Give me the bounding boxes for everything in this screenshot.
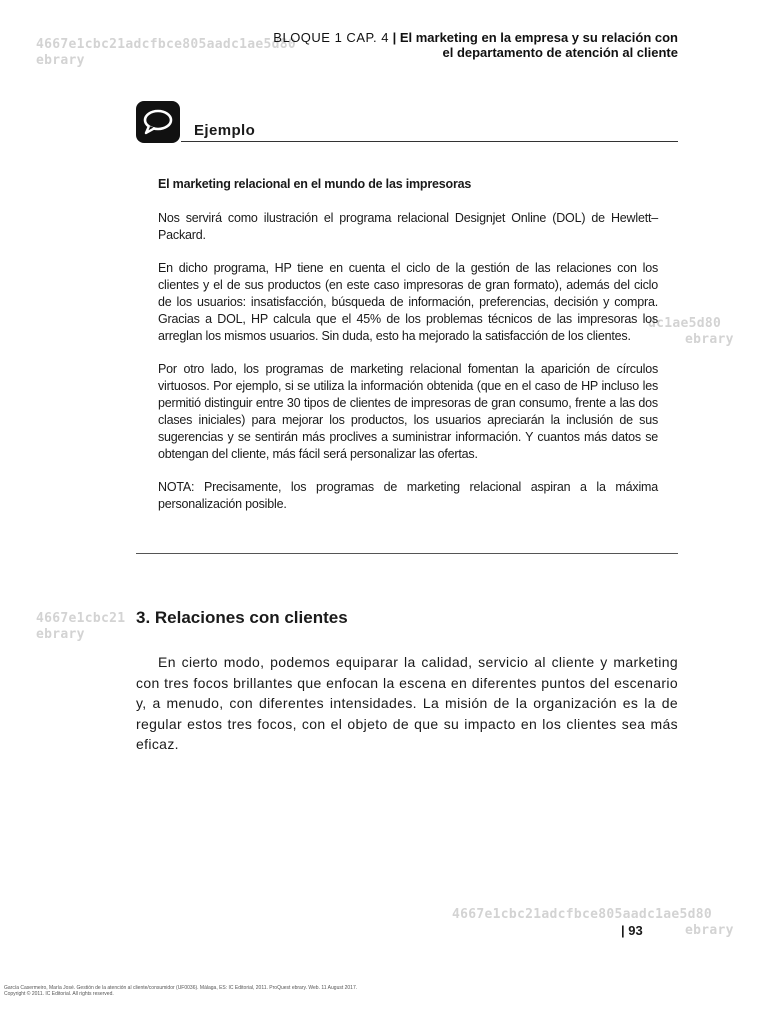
section-body-text: En cierto modo, podemos equiparar la calidad, servicio al cliente y marketing con tres focos brillantes que enfocan la escena en diferentes puntos del escenario y, a menudo, con diferentes intensidades. La misión de la organización es la de regular estos tres focos, con el objeto de que su impacto en los clientes sea más eficaz. [136, 654, 678, 752]
example-box-title: El marketing relacional en el mundo de las impresoras [158, 177, 472, 191]
footer-line-1: García Casermeiro, María José. Gestión de la atención al cliente/consumidor (UF0036). Málaga, ES: IC Editorial, 2011. ProQuest ebrary. Web. 11 August 2017. [4, 985, 358, 991]
page-number: | 93 [621, 923, 643, 938]
watermark-code-partial: 4667e1cbc21 [36, 611, 126, 626]
header-separator: | [388, 30, 400, 45]
section-body [136, 652, 678, 755]
watermark-code: 4667e1cbc21adcfbce805aadc1ae5d80 [452, 907, 713, 922]
example-paragraph: En dicho programa, HP tiene en cuenta el ciclo de la gestión de las relaciones con los clientes y el de sus productos (en este caso impresoras de gran formato), además del ciclo de los usuarios: insatisfacción, búsqueda de información, preferencias, decisión y compra. Gracias a DOL, HP calcula que el 45% de los problemas técnicos de las impresoras los arreglan los mismos usuarios. Sin duda, esto ha mejorado la satisfacción de los clientes. [158, 261, 658, 343]
header-line-1 [118, 30, 678, 45]
watermark-bottom-right [452, 907, 734, 939]
example-paragraph: Por otro lado, los programas de marketing relacional fomentan la aparición de círculos virtuosos. Por ejemplo, si se utiliza la información obtenida (que en el caso de HP incluso les permitió distinguir entre 30 tipos de clientes de impresoras de gran consumo, frente a las dos clases iniciales) para mejorar los productos, los usuarios apreciarán la inclusión de sus sugerencias y se sentirán más proclives a suministrar información. Y cuantos más datos se obtengan del cliente, más fácil será personalizar las ofertas. [158, 362, 658, 461]
example-label: Ejemplo [194, 122, 256, 139]
section-heading: 3. Relaciones con clientes [136, 608, 348, 627]
example-note: NOTA: Precisamente, los programas de marketing relacional aspiran a la máxima personalización posible. [158, 480, 658, 511]
watermark-word: ebrary [685, 923, 734, 938]
footer-citation [4, 985, 357, 997]
running-header [118, 30, 678, 60]
speech-bubble-icon [136, 101, 180, 143]
header-title-line-1: El marketing en la empresa y su relación con [399, 30, 678, 45]
watermark-word: ebrary [36, 627, 85, 642]
watermark-word: ebrary [36, 53, 85, 68]
watermark-word: ebrary [685, 332, 734, 347]
chapter-label: BLOQUE 1 CAP. 4 [273, 30, 389, 45]
example-box-bottom-divider [136, 553, 678, 554]
watermark-mid-left [36, 611, 125, 643]
example-box [158, 176, 658, 529]
header-title-line-2: el departamento de atención al cliente [442, 45, 678, 60]
footer-line-2: Copyright © 2011. IC Editorial. All rights reserved. [4, 991, 114, 997]
example-divider [181, 141, 678, 142]
watermark-code-partial: dc1ae5d80 [648, 316, 722, 331]
watermark-code: 4667e1cbc21adcfbce805aadc1ae5d80 [36, 37, 297, 52]
watermark-mid-right [648, 316, 734, 348]
example-paragraph: Nos servirá como ilustración el programa relacional Designjet Online (DOL) de Hewlett–Packard. [158, 211, 658, 242]
